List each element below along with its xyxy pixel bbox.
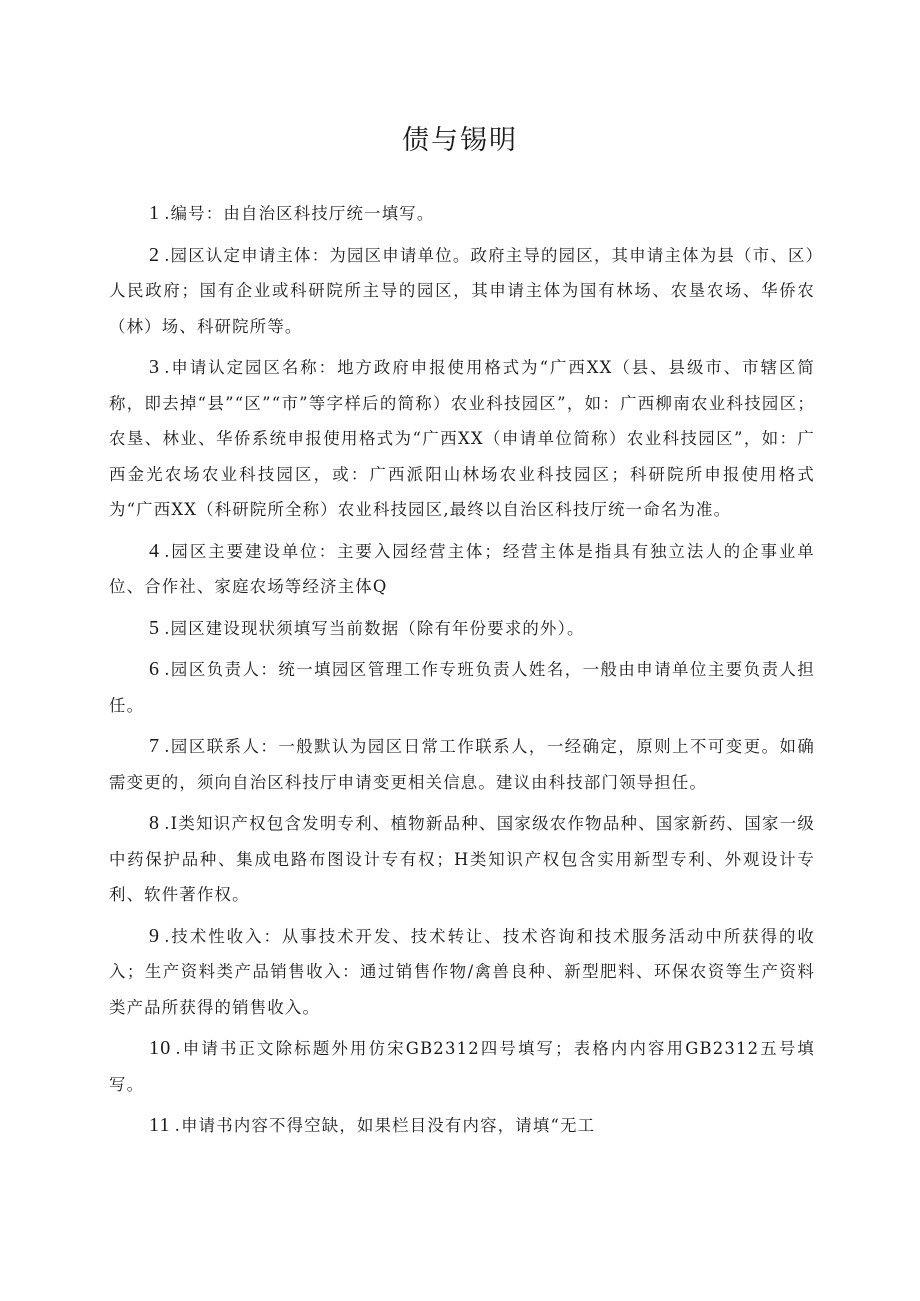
list-item — [109, 534, 815, 605]
list-item — [109, 652, 815, 723]
item-text: .园区负责人：统一填园区管理工作专班负责人姓名，一般由申请单位主要负责人担任。 — [109, 660, 815, 715]
item-text: .技术性收入：从事技术开发、技术转让、技术咨询和技术服务活动中所获得的收入；生产资料类产品销售收入：通过销售作物/禽兽良种、新型肥料、环保农资等生产资料类产品所获得的销售收入。 — [109, 926, 815, 1017]
item-number: 5 — [149, 616, 161, 639]
list-item — [109, 196, 815, 232]
item-number: 1 — [149, 202, 161, 224]
item-number: 3 — [149, 356, 161, 378]
list-item — [109, 919, 815, 1026]
item-number: 9 — [149, 924, 161, 947]
item-text: .园区联系人：一般默认为园区日常工作联系人，一经确定，原则上不可变更。如确需变更的，须向自治区科技厅申请变更相关信息。建议由科技部门领导担任。 — [109, 737, 815, 792]
item-number: 11 — [149, 1114, 171, 1136]
item-text: .园区认定申请主体：为园区申请单位。政府主导的园区，其申请主体为县（市、区）人民政府；国有企业或科研院所主导的园区，其申请主体为国有林场、农垦农场、华侨农（林）场、科研院所等。 — [109, 245, 815, 336]
item-text: .申请认定园区名称：地方政府申报使用格式为“广西XX（县、县级市、市辖区简称，即去掉“县”“区”“市”等字样后的简称）农业科技园区”，如：广西柳南农业科技园区；农垦、林业、华侨系统申报使用格式为“广西XX（申请单位简称）农业科技园区”，如：广西金光农场农业科技园区，或：广西派阳山林场农业科技园区；科研院所申报使用格式为“广西XX（科研院所全称）农业科技园区,最终以自治区科技厅统一命名为准。 — [109, 358, 815, 519]
list-item — [109, 1108, 815, 1144]
item-number: 10 — [149, 1037, 172, 1059]
item-number: 6 — [149, 658, 161, 680]
item-number: 7 — [149, 735, 161, 757]
item-number: 2 — [149, 243, 161, 266]
list-item — [109, 1031, 815, 1102]
list-item — [109, 238, 815, 345]
list-item — [109, 729, 815, 800]
item-text: .园区建设现状须填写当前数据（除有年份要求的外）。 — [164, 618, 585, 638]
list-item — [109, 611, 815, 647]
list-item — [109, 350, 815, 528]
list-item — [109, 806, 815, 913]
item-text: .申请书正文除标题外用仿宋GB2312四号填写；表格内内容用GB2312五号填写。 — [109, 1039, 815, 1094]
item-text: .编号：由自治区科技厅统一填写。 — [164, 204, 435, 223]
item-number: 8 — [149, 812, 161, 834]
instruction-list — [109, 196, 815, 1150]
item-number: 4 — [149, 539, 161, 562]
item-text: .I类知识产权包含发明专利、植物新品种、国家级农作物品种、国家新药、国家一级中药保护品种、集成电路布图设计专有权；H类知识产权包含实用新型专利、外观设计专利、软件著作权。 — [109, 814, 815, 904]
page-title: 债与锡明 — [402, 125, 518, 156]
item-text: .园区主要建设单位：主要入园经营主体；经营主体是指具有独立法人的企事业单位、合作社、家庭农场等经济主体Q — [109, 541, 815, 596]
item-text: .申请书内容不得空缺，如果栏目没有内容，请填“无工 — [174, 1116, 596, 1135]
